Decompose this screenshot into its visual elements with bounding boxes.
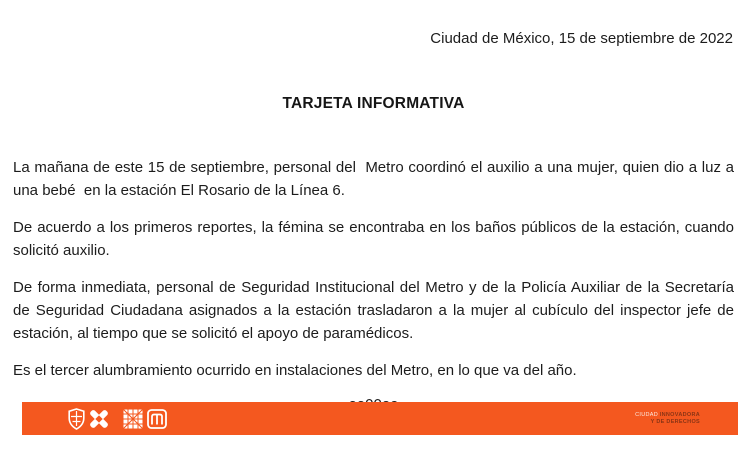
- pattern-square-icon: [123, 409, 143, 429]
- document-body: [13, 156, 739, 413]
- cdmx-x-logo-icon: [89, 408, 109, 430]
- paragraph-1: La mañana de este 15 de septiembre, personal del Metro coordinó el auxilio a una mujer, quien dio a luz a una bebé en la estación El Rosario de la Línea 6.: [13, 159, 739, 199]
- paragraph-4: Es el tercer alumbramiento ocurrido en instalaciones del Metro, en lo que va del año.: [13, 362, 577, 379]
- footer-logos: [68, 408, 167, 430]
- dateline: Ciudad de México, 15 de septiembre de 2022: [430, 30, 733, 47]
- city-slogan: [635, 412, 700, 426]
- paragraph-2: De acuerdo a los primeros reportes, la fémina se encontraba en los baños públicos de la estación, cuando solicitó auxilio.: [13, 219, 739, 259]
- slogan-line-1: CIUDAD INNOVADORA: [635, 411, 700, 418]
- cdmx-shield-icon: [68, 408, 85, 430]
- paragraph-3: De forma inmediata, personal de Seguridad Institucional del Metro y de la Policía Auxiliar de la Secretaría de Seguridad Ciudadana asignados a la estación trasladaron a la mujer al cubículo del inspector jefe de estación, al tiempo que se solicitó el apoyo de paramédicos.: [13, 279, 739, 342]
- footer-bar: [22, 402, 738, 435]
- page-title: TARJETA INFORMATIVA: [282, 95, 465, 112]
- slogan-line-2: Y DE DERECHOS: [650, 418, 700, 425]
- metro-m-logo-icon: [147, 409, 167, 429]
